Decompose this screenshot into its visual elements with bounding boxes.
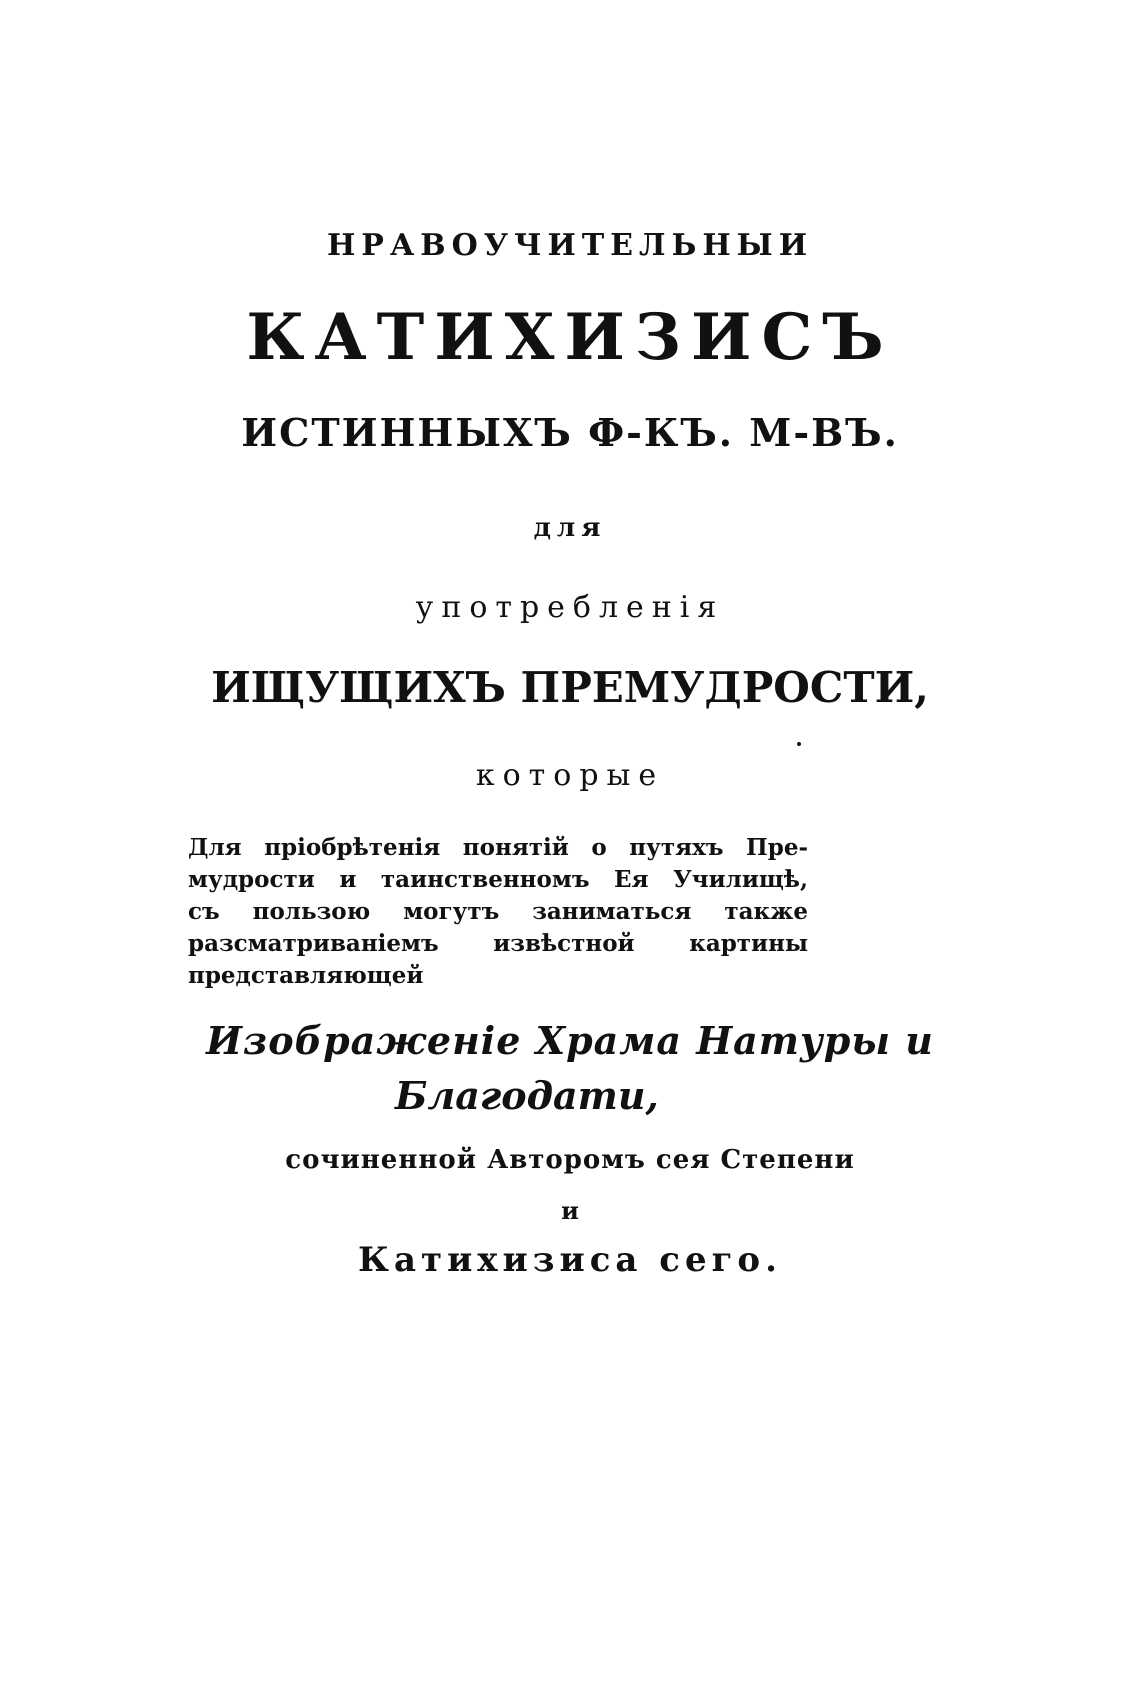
- paragraph-line: разсматриваніемъ извѣстной картины: [188, 930, 808, 957]
- image-title-line-1: Изображеніе Храма Натуры и: [206, 1018, 934, 1063]
- paragraph-line: представляющей: [188, 962, 424, 989]
- composed-by-line: сочиненной Авторомъ сея Степени: [285, 1145, 855, 1175]
- for-line: для: [533, 513, 607, 543]
- subtitle: ИСТИННЫХЪ Ф-КЪ. М-ВЪ.: [241, 410, 899, 455]
- catechism-line: Катихизиса сего.: [358, 1240, 782, 1280]
- main-title: КАТИХИЗИСЪ: [246, 300, 894, 375]
- description-paragraph: [188, 832, 808, 992]
- seekers-line: ИЩУЩИХЪ ПРЕМУДРОСТИ,: [211, 663, 929, 712]
- paragraph-line: Для пріобрѣтенія понятій о путяхъ Пре-: [188, 834, 808, 861]
- stray-dot: [797, 742, 801, 746]
- paragraph-line: съ пользою могутъ заниматься также: [188, 898, 808, 925]
- image-title-line-2: Благодати,: [395, 1073, 659, 1118]
- and-line: и: [561, 1196, 579, 1225]
- paragraph-line: мудрости и таинственномъ Ея Училищѣ,: [188, 866, 808, 893]
- heading: НРАВОУЧИТЕЛЬНЫИ: [326, 228, 814, 263]
- which-line: которые: [475, 758, 665, 793]
- usage-line: употребленія: [415, 590, 725, 625]
